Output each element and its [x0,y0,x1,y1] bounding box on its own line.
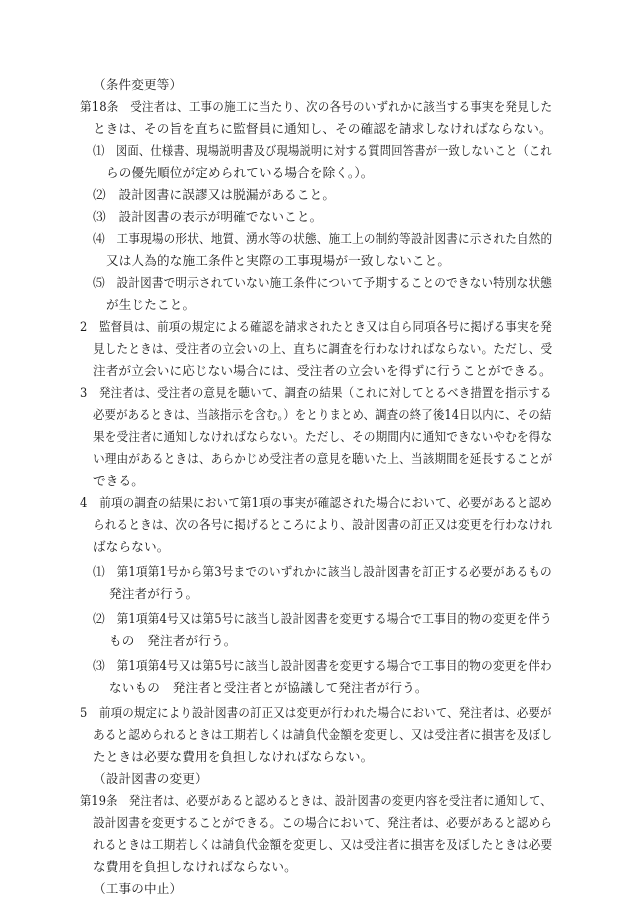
article-19-line2: 設計図書を変更することができる。この場合において、発注者は、必要があると認めら [93,815,553,830]
article-19-line3: れるときは工期若しくは請負代金額を変更し、又は受注者に損害を及ぼしたときは必要 [93,837,553,852]
article-18-item4-line1: ⑷ 工事現場の形状、地質、湧水等の状態、施工上の制約等設計図書に示された自然的 [93,231,553,246]
article-18-para4-item2-line1: ⑵ 第1項第4号又は第5号に該当し設計図書を変更する場合で工事目的物の変更を伴う [93,611,552,626]
article-18-para4-line1: 4 前項の調査の結果において第1項の事実が確認された場合において、必要があると認め [80,495,553,510]
article-18-item5-line1: ⑸ 設計図書で明示されていない施工条件について予期することのできない特別な状態 [93,275,553,290]
article-18-para4-item2-line2: もの 発注者が行う。 [109,633,237,648]
article-18-item1-line1: ⑴ 図面、仕様書、現場説明書及び現場説明に対する質問回答書が一致しないこと（これ [93,143,552,158]
article-18-item4-line2: 又は人為的な施工条件と実際の工事現場が一致しないこと。 [106,253,451,268]
article-18-para2-line2: 見したときは、受注者の立会いの上、直ちに調査を行わなければならない。ただし、受 [93,341,553,356]
article-18-item3: ⑶ 設計図書の表示が明確でないこと。 [93,209,323,224]
article-18-item2: ⑵ 設計図書に誤謬又は脱漏があること。 [93,187,336,202]
article-18-item5-line2: が生じたこと。 [106,297,196,312]
article-18-para4-item3-line2: ないもの 発注者と受注者とが協議して発注者が行う。 [109,680,428,695]
article-18-para2-line1: 2 監督員は、前項の規定による確認を請求されたとき又は自ら同項各号に掲げる事実を発 [80,319,552,334]
article-18-para1-line2: ときは、その旨を直ちに監督員に通知し、その確認を請求しなければならない。 [93,121,552,136]
article-19-caption: （設計図書の変更） [93,771,208,786]
article-19-line4: な費用を負担しなければならない。 [93,859,297,874]
article-18-para5-line2: あると認められるときは工期若しくは請負代金額を変更し、又は受注者に損害を及ぼし [93,727,553,742]
article-18-para4-line2: られるときは、次の各号に掲げるところにより、設計図書の訂正又は変更を行わなけれ [93,517,553,532]
article-18-para5-line1: 5 前項の規定により設計図書の訂正又は変更が行われた場合において、発注者は、必要が [80,705,552,720]
article-18-para3-line5: できる。 [93,473,144,488]
article-18-item1-line2: らの優先順位が定められている場合を除く。）。 [106,165,374,180]
article-18-para3-line3: 果を受注者に通知しなければならない。ただし、その期間内に通知できないやむを得な [93,429,553,444]
article-18-para4-line3: ばならない。 [93,539,170,554]
article-19-line1: 第19条 発注者は、必要があると認めるときは、設計図書の変更内容を受注者に通知して、 [80,793,552,808]
article-18-para4-item3-line1: ⑶ 第1項第4号又は第5号に該当し設計図書を変更する場合で工事目的物の変更を伴わ [93,658,552,673]
article-18-para3-line2: 必要があるときは、当該指示を含む。）をとりまとめ、調査の終了後14日以内に、その結 [93,407,552,422]
article-18-para2-line3: 注者が立会いに応じない場合には、受注者の立会いを得ずに行うことができる。 [93,363,552,378]
article-20-caption: （工事の中止） [93,881,183,896]
article-18-para5-line3: たときは必要な費用を負担しなければならない。 [93,749,374,764]
article-18-para3-line1: 3 発注者は、受注者の意見を聴いて、調査の結果（これに対してとるべき措置を指示する [80,385,552,400]
article-18-para1-line1: 第18条 受注者は、工事の施工に当たり、次の各号のいずれかに該当する事実を発見した [80,99,553,114]
article-18-para4-item1-line2: 発注者が行う。 [109,586,199,601]
article-18-para4-item1-line1: ⑴ 第1項第1号から第3号までのいずれかに該当し設計図書を訂正する必要があるもの [93,564,552,579]
article-18-caption: （条件変更等） [93,77,183,92]
article-18-para3-line4: い理由があるときは、あらかじめ受注者の意見を聴いた上、当該期間を延長することが [93,451,553,466]
